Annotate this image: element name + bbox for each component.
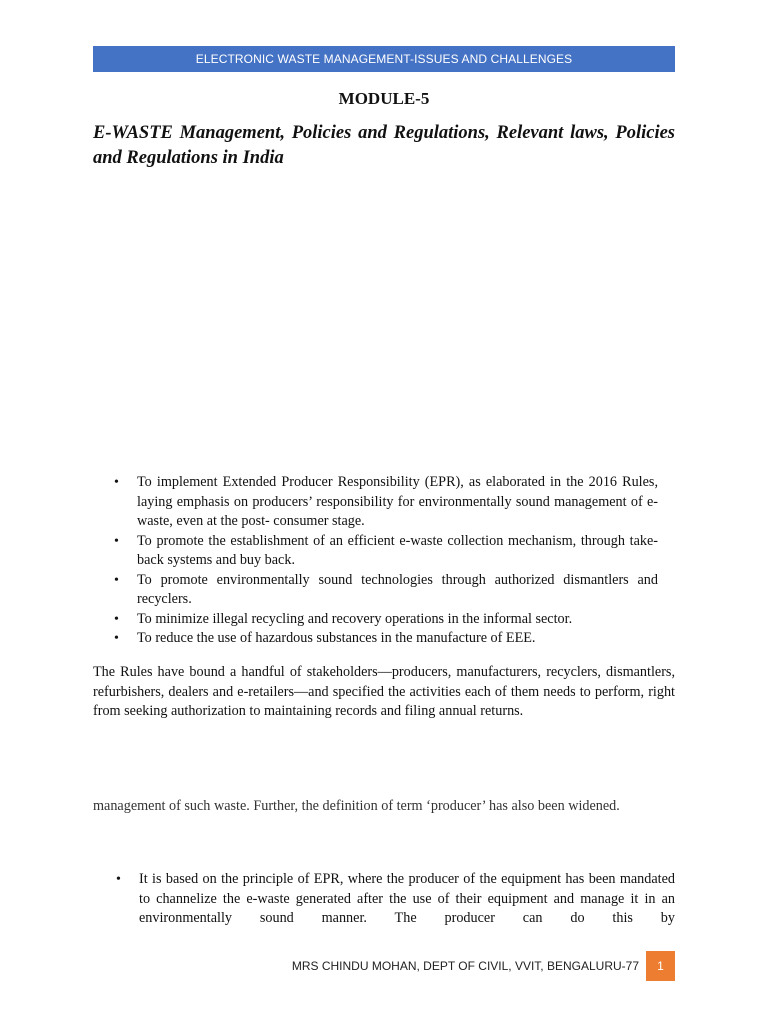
objectives-list: [137, 473, 658, 649]
list-item: • To implement Extended Producer Responsibility (EPR), as elaborated in the 2016 Rules, laying emphasis on producers’ responsibility for environmentally sound management of e-waste, even at the post- consumer stage.: [137, 473, 658, 532]
list-item: • It is based on the principle of EPR, where the producer of the equipment has been mandated to channelize the e-waste generated after the use of their equipment and manage it in an environmentally sound manner. The producer can do this by: [139, 870, 675, 929]
principles-list: [139, 870, 675, 929]
producer-definition-paragraph: management of such waste. Further, the definition of term ‘producer’ has also been widened.: [93, 798, 620, 814]
page-heading: E-WASTE Management, Policies and Regulations, Relevant laws, Policies and Regulations in India: [93, 123, 675, 168]
module-title: MODULE-5: [338, 89, 430, 108]
list-item: • To promote the establishment of an efficient e-waste collection mechanism, through take-back systems and buy back.: [137, 532, 658, 571]
document-header: [93, 46, 675, 72]
stakeholders-paragraph: The Rules have bound a handful of stakeholders—producers, manufacturers, recyclers, dismantlers, refurbishers, dealers and e-retailers—and specified the activities each of them needs to perform, right from seeking authorization to maintaining records and filing annual returns.: [93, 664, 675, 719]
footer-author: MRS CHINDU MOHAN, DEPT OF CIVIL, VVIT, BENGALURU-77: [291, 959, 639, 973]
list-item: • To minimize illegal recycling and recovery operations in the informal sector.: [137, 610, 658, 630]
list-item: • To reduce the use of hazardous substances in the manufacture of EEE.: [137, 629, 658, 649]
list-item: • To promote environmentally sound technologies through authorized dismantlers and recyclers.: [137, 571, 658, 610]
page-number-badge: 1: [646, 951, 675, 981]
page-footer: [93, 951, 675, 981]
header-title: ELECTRONIC WASTE MANAGEMENT-ISSUES AND CHALLENGES: [195, 52, 573, 66]
